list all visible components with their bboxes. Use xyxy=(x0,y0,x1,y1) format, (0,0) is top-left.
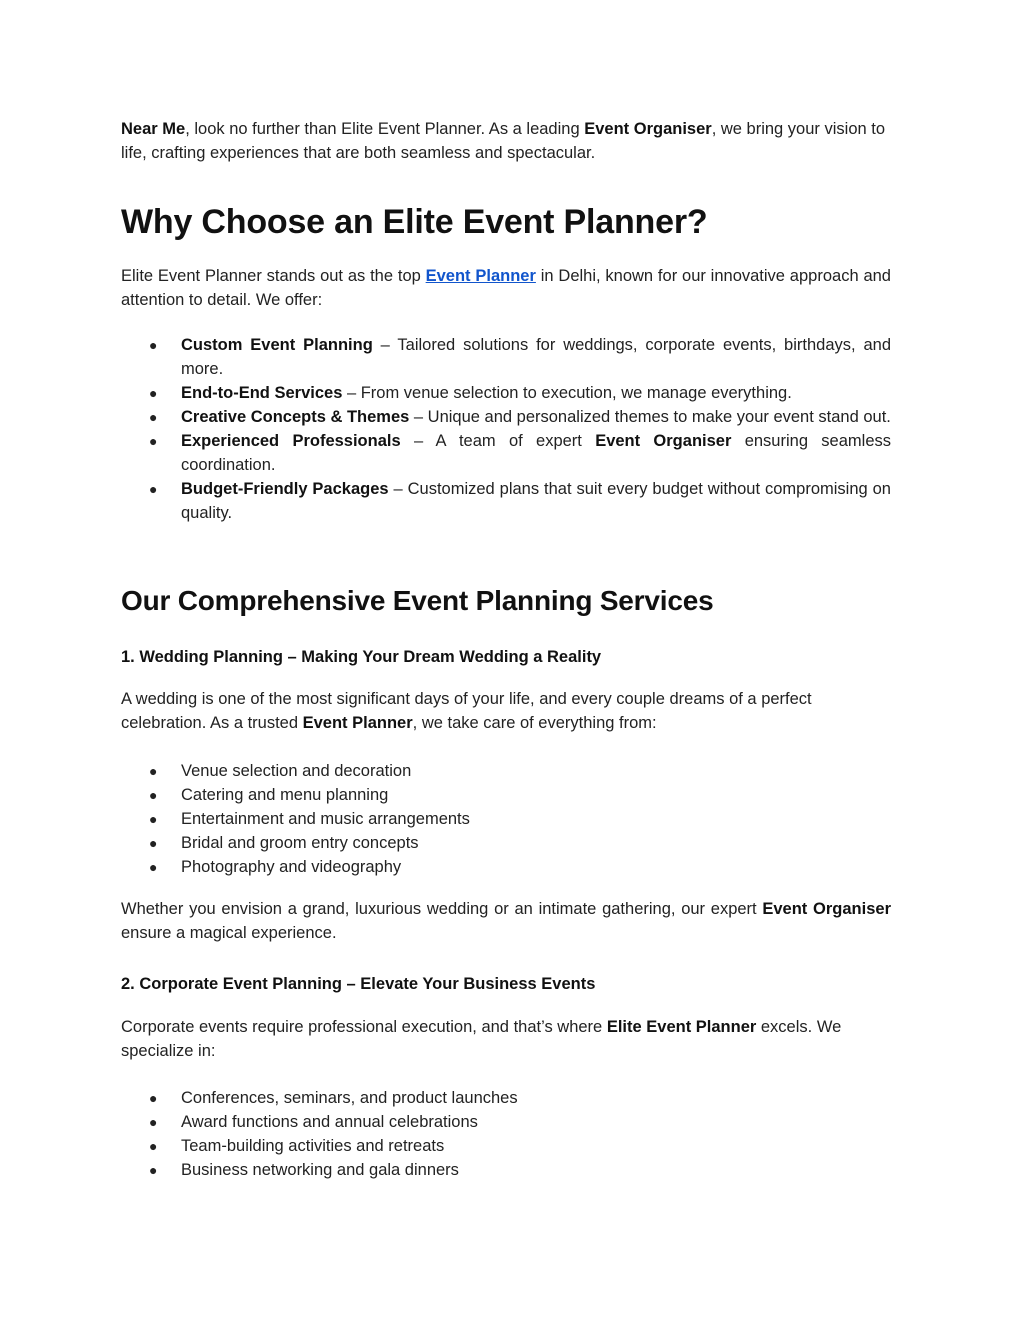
list-item-text: – A team of expert xyxy=(400,432,596,450)
wedding-para-pre: A wedding is one of the most significant days of your life, and every couple dreams of a perfect celebration. As a trusted xyxy=(121,690,812,732)
corporate-para-pre: Corporate events require professional execution, and that’s where xyxy=(121,1018,607,1036)
wedding-closing-pre: Whether you envision a grand, luxurious wedding or an intimate gathering, our expert xyxy=(121,900,763,918)
list-item xyxy=(121,783,891,807)
list-item xyxy=(121,429,891,477)
bullet-icon: ● xyxy=(149,859,158,875)
list-item xyxy=(121,381,891,405)
event-planner-link[interactable]: Event Planner xyxy=(425,267,536,285)
list-item xyxy=(121,831,891,855)
list-item xyxy=(121,405,891,429)
list-item-text: Venue selection and decoration xyxy=(181,762,412,780)
services-heading: Our Comprehensive Event Planning Services xyxy=(121,585,714,616)
wedding-closing-bold: Event Organiser xyxy=(762,900,891,918)
bullet-icon: ● xyxy=(149,1162,158,1178)
list-item-text: Catering and menu planning xyxy=(181,786,389,804)
list-item-text: Photography and videography xyxy=(181,858,402,876)
list-item-title: Creative Concepts & Themes xyxy=(181,408,410,426)
list-item-title: Budget-Friendly Packages xyxy=(181,480,389,498)
list-item xyxy=(121,1086,891,1110)
bullet-icon: ● xyxy=(149,1090,158,1106)
intro-paragraph xyxy=(121,117,891,165)
bullet-icon: ● xyxy=(149,1138,158,1154)
why-paragraph xyxy=(121,264,891,312)
intro-bold-event-organiser: Event Organiser xyxy=(584,120,712,138)
list-item xyxy=(121,807,891,831)
wedding-services-list xyxy=(121,759,891,879)
why-para-post: in Delhi, known for our innovative approach and attention to detail. We offer: xyxy=(121,267,891,309)
bullet-icon: ● xyxy=(149,1114,158,1130)
bullet-icon: ● xyxy=(149,385,158,401)
list-item-text: Team-building activities and retreats xyxy=(181,1137,445,1155)
list-item-text: – Customized plans that suit every budget without compromising on quality. xyxy=(181,480,891,522)
list-item xyxy=(121,1158,891,1182)
why-heading: Why Choose an Elite Event Planner? xyxy=(121,203,708,241)
list-item-text: Bridal and groom entry concepts xyxy=(181,834,419,852)
wedding-para-post: , we take care of everything from: xyxy=(412,714,657,732)
intro-bold-near-me: Near Me xyxy=(121,120,186,138)
list-item-title: Custom Event Planning xyxy=(181,336,373,354)
list-item xyxy=(121,1110,891,1134)
list-item xyxy=(121,759,891,783)
corporate-para-post: excels. We specialize in: xyxy=(121,1018,842,1060)
intro-text-2: , we bring your vision to life, crafting experiences that are both seamless and spectacular. xyxy=(121,120,886,162)
corporate-subheading: 2. Corporate Event Planning – Elevate Your Business Events xyxy=(121,975,596,993)
list-item-bold-term: Event Organiser xyxy=(595,432,732,450)
list-item-text: – Tailored solutions for weddings, corporate events, birthdays, and more. xyxy=(181,336,891,378)
list-item xyxy=(121,855,891,879)
wedding-paragraph xyxy=(121,687,891,735)
bullet-icon: ● xyxy=(149,337,158,353)
list-item-text-2: ensuring seamless coordination. xyxy=(181,432,891,474)
wedding-subheading: 1. Wedding Planning – Making Your Dream Wedding a Reality xyxy=(121,648,602,666)
why-para-pre: Elite Event Planner stands out as the top xyxy=(121,267,426,285)
corporate-services-list xyxy=(121,1086,891,1182)
bullet-icon: ● xyxy=(149,763,158,779)
list-item-text: – From venue selection to execution, we manage everything. xyxy=(342,384,792,402)
bullet-icon: ● xyxy=(149,481,158,497)
bullet-icon: ● xyxy=(149,835,158,851)
corporate-paragraph xyxy=(121,1015,891,1063)
list-item-text: Entertainment and music arrangements xyxy=(181,810,470,828)
list-item xyxy=(121,477,891,525)
bullet-icon: ● xyxy=(149,433,158,449)
intro-text-1: , look no further than Elite Event Planner. As a leading xyxy=(185,120,585,138)
why-benefits-list xyxy=(121,333,891,525)
list-item-title: End-to-End Services xyxy=(181,384,343,402)
list-item xyxy=(121,333,891,381)
list-item-text: – Unique and personalized themes to make your event stand out. xyxy=(409,408,891,426)
list-item-text: Award functions and annual celebrations xyxy=(181,1113,478,1131)
list-item-title: Experienced Professionals xyxy=(181,432,401,450)
list-item-text: Business networking and gala dinners xyxy=(181,1161,459,1179)
bullet-icon: ● xyxy=(149,787,158,803)
bullet-icon: ● xyxy=(149,409,158,425)
list-item xyxy=(121,1134,891,1158)
list-item-text: Conferences, seminars, and product launches xyxy=(181,1089,518,1107)
bullet-icon: ● xyxy=(149,811,158,827)
wedding-closing-paragraph xyxy=(121,897,891,945)
corporate-para-bold: Elite Event Planner xyxy=(606,1018,757,1036)
wedding-para-bold: Event Planner xyxy=(302,714,413,732)
wedding-closing-post: ensure a magical experience. xyxy=(121,924,337,942)
